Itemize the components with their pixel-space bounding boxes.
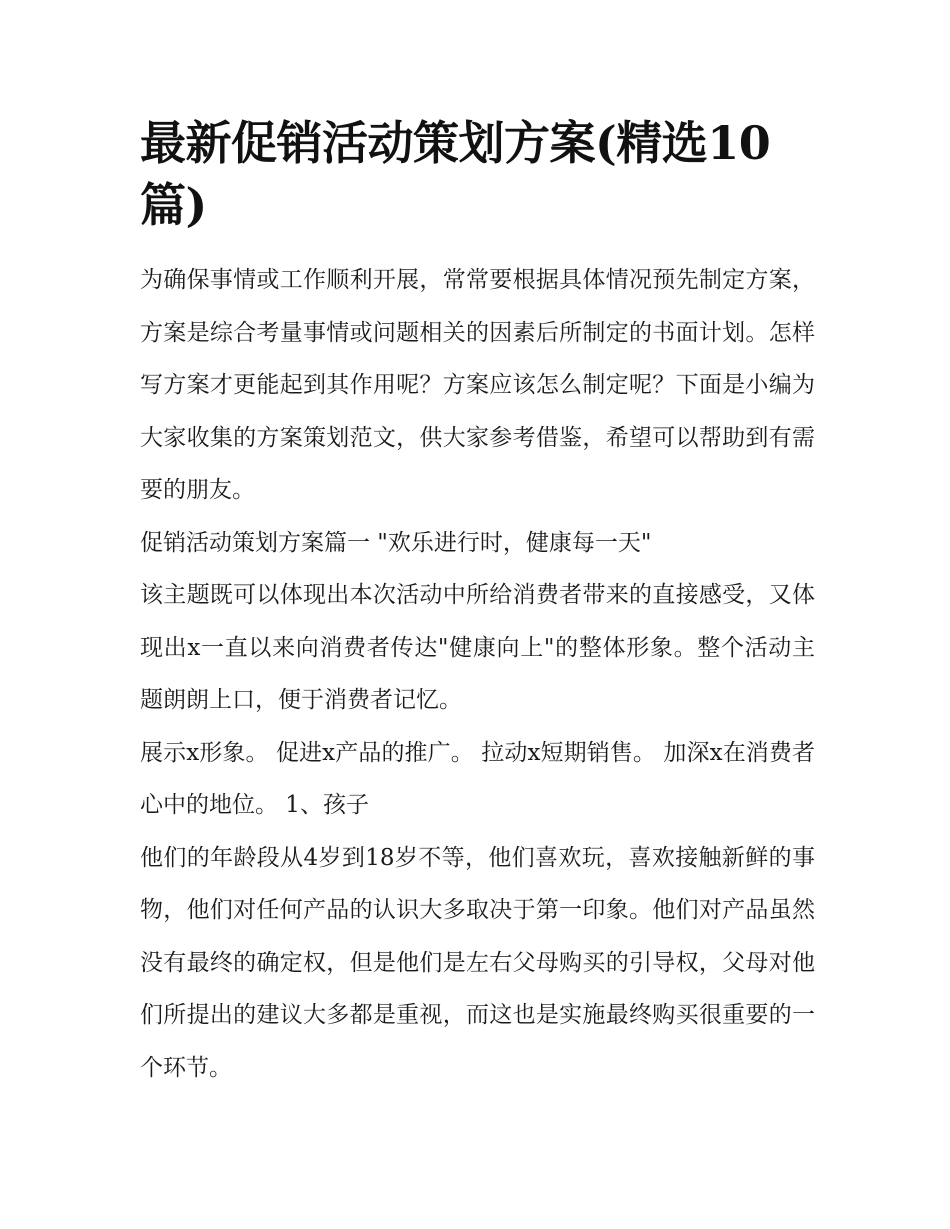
audience-paragraph: 他们的年龄段从4岁到18岁不等，他们喜欢玩，喜欢接触新鲜的事物，他们对任何产品的认识大多取决于第一印象。他们对产品虽然没有最终的确定权，但是他们是左右父母购买的引导权，父母对他们所提出的建议大多都是重视，而这也是实施最终购买很重要的一个环节。 <box>140 844 815 1081</box>
goals-paragraph: 展示x形象。 促进x产品的推广。 拉动x短期销售。 加深x在消费者心中的地位。 1、孩子 <box>140 739 815 818</box>
section-heading-1: 促销活动策划方案篇一 "欢乐进行时，健康每一天" <box>140 529 652 556</box>
document-body <box>140 254 815 1094</box>
document-title: 最新促销活动策划方案(精选10篇) <box>140 116 771 232</box>
theme-paragraph: 该主题既可以体现出本次活动中所给消费者带来的直接感受，又体现出x一直以来向消费者传达"健康向上"的整体形象。整个活动主题朗朗上口，便于消费者记忆。 <box>140 582 815 713</box>
intro-paragraph: 为确保事情或工作顺利开展，常常要根据具体情况预先制定方案，方案是综合考量事情或问题相关的因素后所制定的书面计划。怎样写方案才更能起到其作用呢？方案应该怎么制定呢？下面是小编为大家收集的方案策划范文，供大家参考借鉴，希望可以帮助到有需要的朋友。 <box>140 267 815 503</box>
document-page <box>140 112 815 1094</box>
